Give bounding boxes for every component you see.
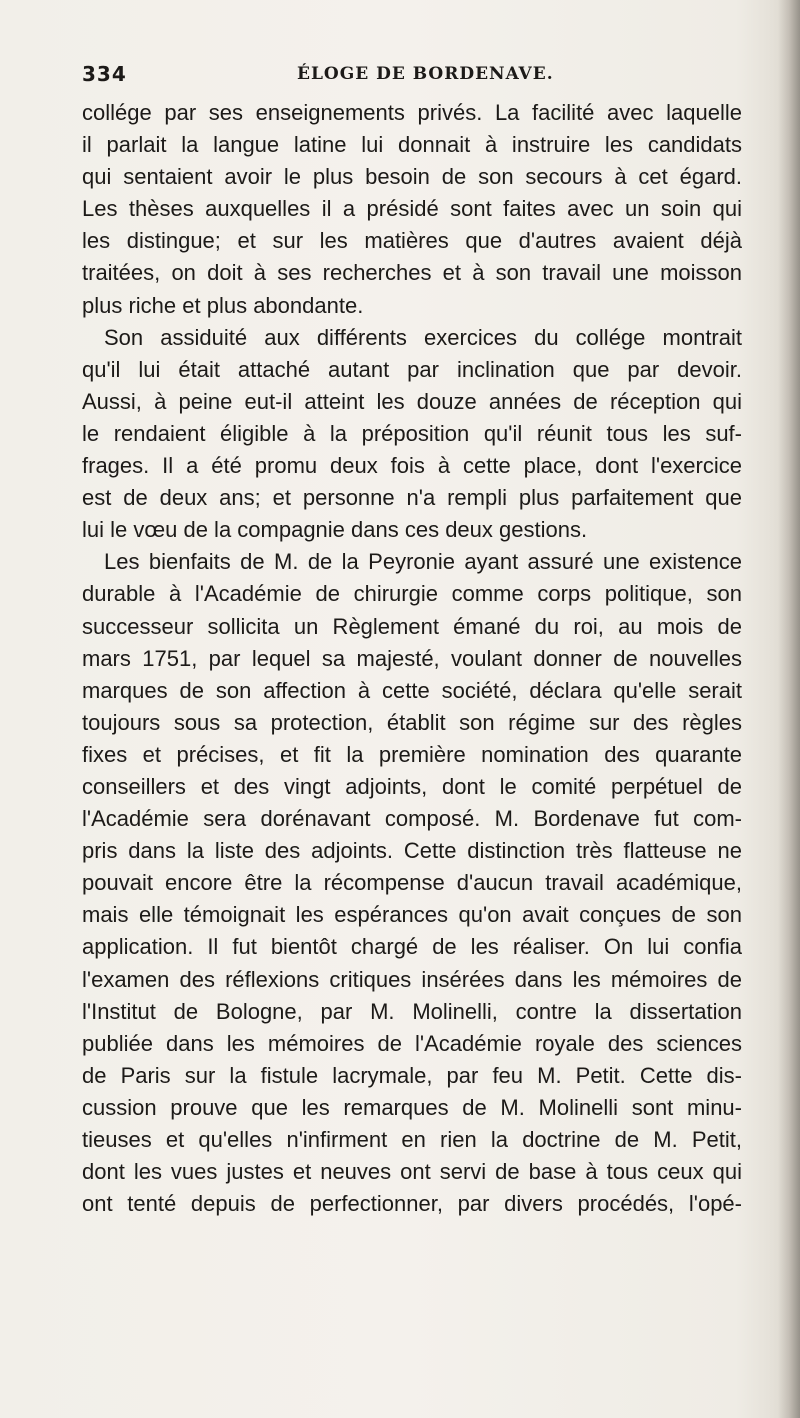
text-line: l'examen des réflexions critiques insérées dans les mémoires de — [82, 966, 742, 992]
page-edge-shadow — [778, 0, 800, 1418]
text-line: qu'il lui était attaché autant par inclination que par devoir. — [82, 356, 742, 382]
page-header — [82, 62, 742, 92]
text-line: successeur sollicita un Règlement émané du roi, au mois de — [82, 613, 742, 639]
text-line: Son assiduité aux différents exercices du collége montrait — [104, 324, 742, 350]
text-line: mais elle témoignait les espérances qu'on avait conçues de son — [82, 902, 742, 928]
text-line: conseillers et des vingt adjoints, dont le comité perpétuel de — [82, 773, 742, 799]
text-line: lui le vœu de la compagnie dans ces deux gestions. — [82, 517, 588, 543]
text-line: le rendaient éligible à la préposition qu'il réunit tous les suf- — [82, 420, 742, 446]
running-title: ÉLOGE DE BORDENAVE. — [297, 64, 554, 84]
text-line: Aussi, à peine eut-il atteint les douze années de réception qui — [82, 388, 742, 414]
text-line: traitées, on doit à ses recherches et à son travail une moisson — [82, 260, 742, 286]
text-line: toujours sous sa protection, établit son régime sur des règles — [82, 709, 742, 735]
text-line: cussion prouve que les remarques de M. Molinelli sont minu- — [82, 1094, 742, 1120]
text-line: fixes et précises, et fit la première nomination des quarante — [82, 741, 742, 767]
text-line: de Paris sur la fistule lacrymale, par feu M. Petit. Cette dis- — [82, 1062, 742, 1088]
text-line: les distingue; et sur les matières que d'autres avaient déjà — [82, 228, 742, 254]
text-line: qui sentaient avoir le plus besoin de son secours à cet égard. — [82, 164, 742, 190]
text-line: marques de son affection à cette société, déclara qu'elle serait — [82, 677, 742, 703]
text-line: Les thèses auxquelles il a présidé sont faites avec un soin qui — [82, 196, 742, 222]
text-line: mars 1751, par lequel sa majesté, voulant donner de nouvelles — [82, 645, 742, 671]
text-line: l'Académie sera dorénavant composé. M. Bordenave fut com- — [82, 806, 742, 832]
text-line: pris dans la liste des adjoints. Cette distinction très flatteuse ne — [82, 838, 742, 864]
body-text — [82, 97, 742, 1220]
text-line: pouvait encore être la récompense d'aucun travail académique, — [82, 870, 742, 896]
text-line: Les bienfaits de M. de la Peyronie ayant assuré une existence — [104, 549, 742, 575]
text-line: publiée dans les mémoires de l'Académie royale des sciences — [82, 1030, 742, 1056]
text-line: application. Il fut bientôt chargé de les réaliser. On lui confia — [82, 934, 742, 960]
page-number: 334 — [82, 62, 127, 86]
text-line: l'Institut de Bologne, par M. Molinelli, contre la dissertation — [82, 998, 742, 1024]
text-line: frages. Il a été promu deux fois à cette place, dont l'exercice — [82, 453, 742, 479]
text-line: est de deux ans; et personne n'a rempli plus parfaitement que — [82, 485, 742, 511]
text-line: tieuses et qu'elles n'infirment en rien la doctrine de M. Petit, — [82, 1127, 742, 1152]
text-line: dont les vues justes et neuves ont servi de base à tous ceux qui — [82, 1159, 742, 1185]
text-line: plus riche et plus abondante. — [82, 292, 364, 318]
text-line: ont tenté depuis de perfectionner, par divers procédés, l'opé- — [82, 1191, 742, 1217]
text-line: durable à l'Académie de chirurgie comme corps politique, son — [82, 581, 742, 607]
text-line: collége par ses enseignements privés. La facilité avec laquelle — [82, 100, 742, 125]
text-line: il parlait la langue latine lui donnait à instruire les candidats — [82, 132, 742, 158]
